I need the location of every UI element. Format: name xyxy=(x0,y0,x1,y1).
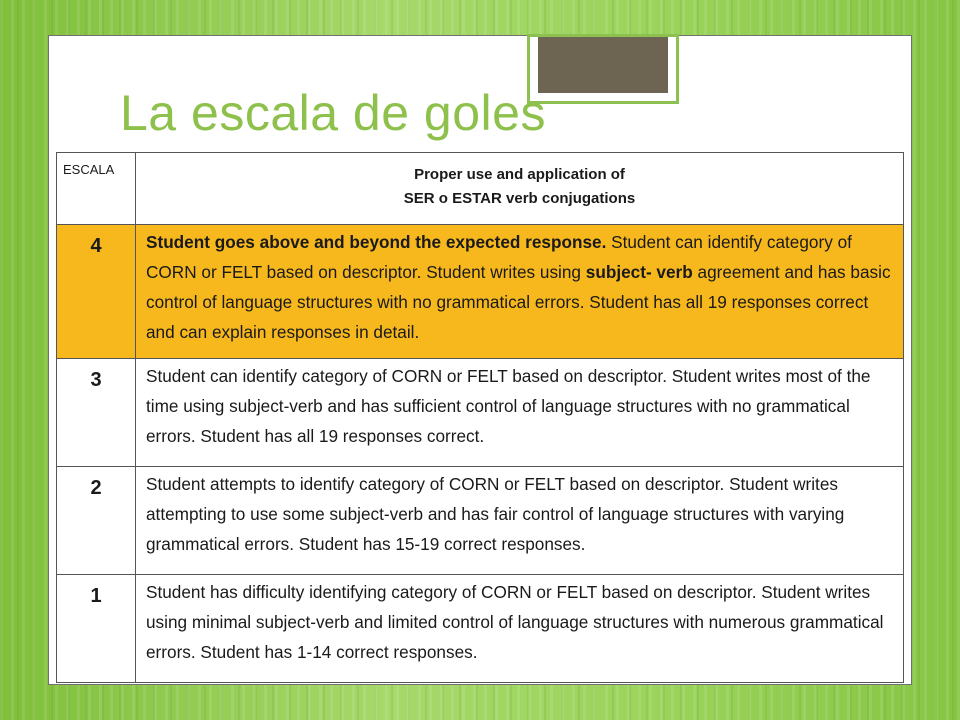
description-cell: Student attempts to identify category of CORN or FELT based on descriptor. Student writes attempting to use some subject-verb and has fair control of language structures with varying grammatical errors. Student has 15-19 correct responses. xyxy=(136,467,904,575)
description-cell: Student has difficulty identifying category of CORN or FELT based on descriptor. Student writes using minimal subject-verb and limited control of language structures with numerous grammatical errors. Student has 1-14 correct responses. xyxy=(136,575,904,683)
criteria-header-line1: Proper use and application of xyxy=(414,166,625,183)
description-bold-lead: Student goes above and beyond the expected response. xyxy=(146,232,607,252)
decorative-frame xyxy=(527,34,679,104)
decorative-frame-fill xyxy=(538,37,668,93)
table-row-score-1 xyxy=(57,575,904,683)
criteria-header-line2: SER o ESTAR verb conjugations xyxy=(403,190,636,207)
description-bold-mid: subject- verb xyxy=(585,262,693,282)
page-title: La escala de goles xyxy=(120,85,546,141)
description-text-a: Student can identify category of CORN or FELT based on descriptor. Student writes using xyxy=(146,232,852,282)
score-cell: 4 xyxy=(57,225,136,359)
table-row-score-3 xyxy=(57,359,904,467)
score-cell: 2 xyxy=(57,467,136,575)
criteria-column-header xyxy=(136,153,904,225)
table-header-row xyxy=(57,153,904,225)
table-row-score-2 xyxy=(57,467,904,575)
table-row-score-4 xyxy=(57,225,904,359)
description-text-b: agreement and has basic control of language structures with no grammatical errors. Student has all 19 responses correct and can explain responses in detail. xyxy=(146,262,891,342)
rubric-table xyxy=(56,152,904,683)
scale-column-header: ESCALA xyxy=(57,153,136,225)
score-cell: 1 xyxy=(57,575,136,683)
description-cell: Student can identify category of CORN or FELT based on descriptor. Student writes most of the time using subject-verb and has sufficient control of language structures with no grammatical errors. Student has all 19 responses correct. xyxy=(136,359,904,467)
description-cell xyxy=(136,225,904,359)
score-cell: 3 xyxy=(57,359,136,467)
